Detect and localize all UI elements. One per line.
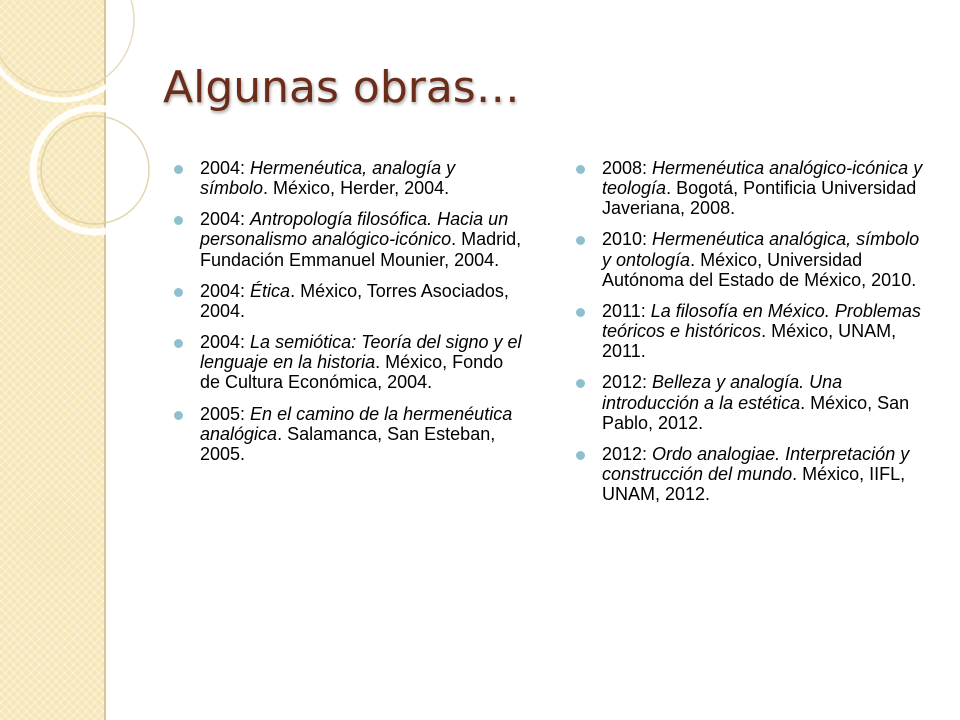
works-list-left	[172, 158, 527, 464]
decorative-circle-medium-inner	[41, 116, 149, 224]
decorative-circle-medium	[33, 108, 157, 232]
left-column	[172, 158, 527, 475]
publication-info: México, Torres Asociados, 2004.	[200, 280, 509, 321]
work-title: Belleza y analogía. Una introducción a la estética	[602, 372, 843, 413]
bullet-icon	[576, 165, 585, 174]
works-list-right	[574, 158, 929, 504]
bullet-icon	[174, 165, 183, 174]
bullet-icon	[174, 216, 183, 225]
bullet-icon	[576, 308, 585, 317]
bullet-icon	[174, 339, 183, 348]
bullet-icon	[174, 411, 183, 420]
list-item: 2004: Antropología filosófica. Hacia un personalismo analógico-icónico. Madrid, Fundación Emmanuel Mounier, 2004.	[172, 209, 527, 269]
list-item: 2012: Ordo analogiae. Interpretación y construcción del mundo. México, IIFL, UNAM, 2012.	[574, 444, 929, 504]
list-item: 2004: La semiótica: Teoría del signo y el lenguaje en la historia. México, Fondo de Cultura Económica, 2004.	[172, 332, 527, 392]
list-item: 2012: Belleza y analogía. Una introducción a la estética. México, San Pablo, 2012.	[574, 372, 929, 432]
right-column	[574, 158, 929, 515]
bullet-icon	[576, 451, 585, 460]
work-title: Hermenéutica analógico-icónica y teología	[602, 158, 923, 199]
publication-info: Bogotá, Pontificia Universidad Javeriana, 2008.	[602, 178, 917, 219]
publication-info: México, IIFL, UNAM, 2012.	[602, 464, 906, 505]
publication-info: México, Universidad Autónoma del Estado de México, 2010.	[602, 249, 917, 290]
decorative-circle-large	[0, 0, 142, 100]
work-title: Hermenéutica analógica, símbolo y ontología	[602, 229, 920, 270]
work-title: Ordo analogiae. Interpretación y construcción del mundo	[602, 443, 910, 485]
work-title: Hermenéutica, analogía y símbolo	[200, 158, 456, 199]
work-title: La semiótica: Teoría del signo y el lenguaje en la historia	[200, 332, 522, 373]
list-item: 2011: La filosofía en México. Problemas teóricos e históricos. México, UNAM, 2011.	[574, 301, 929, 361]
publication-info: México, Herder, 2004.	[273, 178, 450, 199]
slide-title: Algunas obras…	[163, 62, 520, 113]
bullet-icon	[576, 236, 585, 245]
work-title: En el camino de la hermenéutica analógica	[200, 403, 513, 444]
work-title: Ética	[250, 280, 291, 301]
publication-info: México, UNAM, 2011.	[602, 321, 897, 362]
publication-info: Salamanca, San Esteban, 2005.	[200, 423, 496, 464]
list-item: 2004: Ética. México, Torres Asociados, 2004.	[172, 281, 527, 321]
list-item: 2005: En el camino de la hermenéutica analógica. Salamanca, San Esteban, 2005.	[172, 404, 527, 464]
bullet-icon	[576, 379, 585, 388]
bullet-icon	[174, 288, 183, 297]
publication-info: Madrid, Fundación Emmanuel Mounier, 2004.	[200, 229, 522, 270]
list-item: 2004: Hermenéutica, analogía y símbolo. México, Herder, 2004.	[172, 158, 527, 198]
work-title: La filosofía en México. Problemas teóricos e históricos	[602, 300, 921, 342]
publication-info: México, Fondo de Cultura Económica, 2004.	[200, 352, 504, 393]
publication-info: México, San Pablo, 2012.	[602, 392, 910, 433]
list-item: 2008: Hermenéutica analógico-icónica y teología. Bogotá, Pontificia Universidad Javeriana, 2008.	[574, 158, 929, 218]
work-title: Antropología filosófica. Hacia un personalismo analógico-icónico	[200, 209, 509, 250]
list-item: 2010: Hermenéutica analógica, símbolo y ontología. México, Universidad Autónoma del Estado de México, 2010.	[574, 229, 929, 289]
